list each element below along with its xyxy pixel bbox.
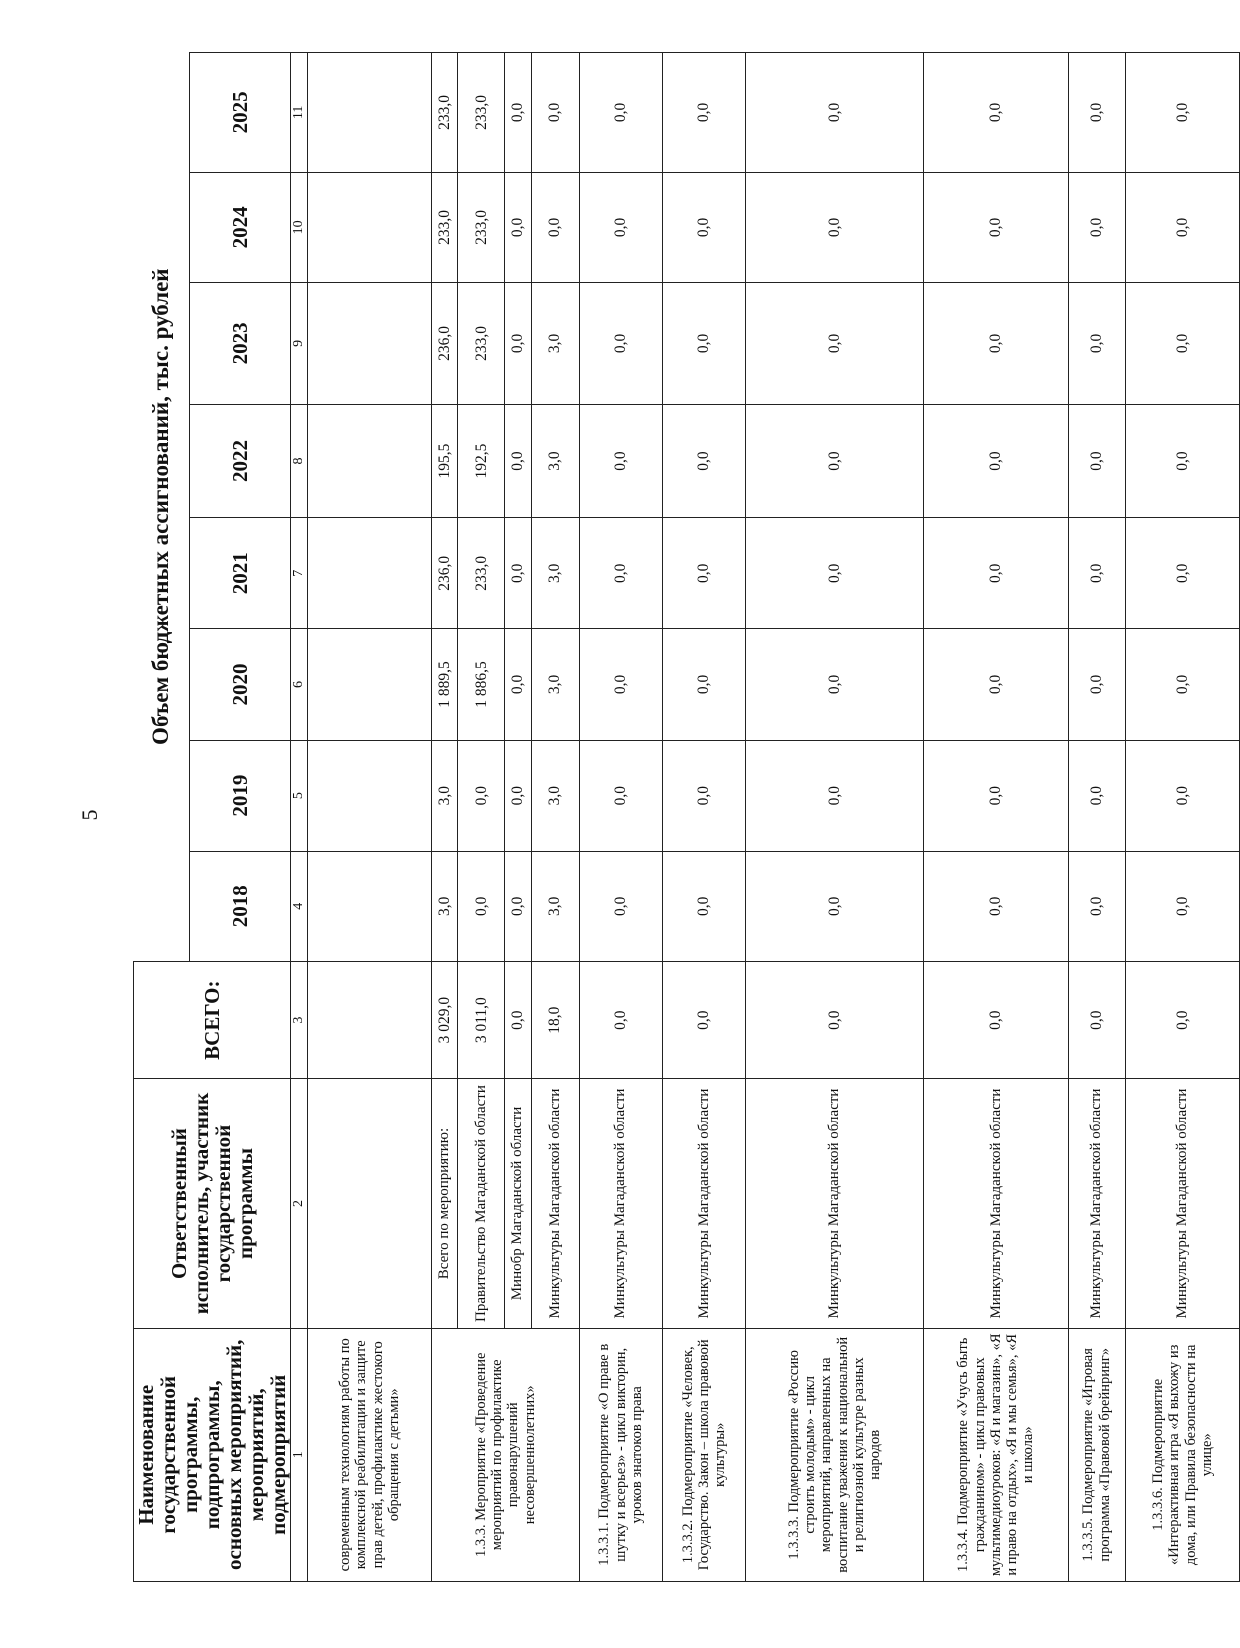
- value-2024: 0,0: [1125, 172, 1240, 282]
- table-row: [579, 53, 662, 1582]
- header-year-2021: 2021: [189, 518, 291, 629]
- executor: Минкультуры Магаданской области: [1068, 1079, 1125, 1328]
- value-2019: 0,0: [924, 740, 1068, 851]
- executor: Минкультуры Магаданской области: [1125, 1079, 1240, 1328]
- value-2024: 0,0: [531, 172, 579, 282]
- submeasure-name: 1.3.3.1. Подмероприятие «О праве в шутку и всерьез» - цикл викторин, уроков знатоков права: [579, 1328, 662, 1581]
- value-2018: 0,0: [746, 851, 924, 961]
- value-2023: 0,0: [924, 282, 1068, 404]
- value-2024: 233,0: [458, 172, 505, 282]
- value-2025: 0,0: [1068, 53, 1125, 173]
- value-2018: 0,0: [1068, 851, 1125, 961]
- header-year-2023: 2023: [189, 282, 291, 404]
- header-year-2024: 2024: [189, 172, 291, 282]
- value-2020: 0,0: [505, 629, 531, 740]
- value-2023: 236,0: [431, 282, 457, 404]
- value-2025: 233,0: [431, 53, 457, 173]
- empty-cell: [308, 282, 432, 404]
- value-2019: 0,0: [746, 740, 924, 851]
- value-2023: 3,0: [531, 282, 579, 404]
- value-2024: 0,0: [924, 172, 1068, 282]
- budget-table: [133, 52, 1240, 1582]
- value-2024: 0,0: [662, 172, 745, 282]
- value-2021: 0,0: [505, 518, 531, 629]
- value-2019: 0,0: [1125, 740, 1240, 851]
- column-number: 5: [291, 740, 308, 851]
- value-2024: 0,0: [746, 172, 924, 282]
- value-2023: 0,0: [505, 282, 531, 404]
- column-number: 10: [291, 172, 308, 282]
- empty-cell: [308, 53, 432, 173]
- value-2021: 233,0: [458, 518, 505, 629]
- header-year-2022: 2022: [189, 404, 291, 517]
- value-2025: 0,0: [924, 53, 1068, 173]
- executor: Минобр Магаданской области: [505, 1079, 531, 1328]
- column-number: 8: [291, 404, 308, 517]
- value-total: 0,0: [924, 961, 1068, 1079]
- executor: Минкультуры Магаданской области: [662, 1079, 745, 1328]
- value-2025: 0,0: [579, 53, 662, 173]
- header-budget-group: Объем бюджетных ассигнований, тыс. рублей: [134, 53, 190, 962]
- header-executor-column: Ответственный исполнитель, участник государственной программы: [134, 1079, 291, 1328]
- table-row: [662, 53, 745, 1582]
- value-2018: 0,0: [1125, 851, 1240, 961]
- value-2022: 0,0: [746, 404, 924, 517]
- submeasure-name: 1.3.3.2. Подмероприятие «Человек, Государство. Закон – школа правовой культуры»: [662, 1328, 745, 1581]
- executor: Правительство Магаданской области: [458, 1079, 505, 1328]
- value-2018: 3,0: [531, 851, 579, 961]
- value-total: 3 029,0: [431, 961, 457, 1079]
- page-number: 5: [77, 809, 102, 821]
- value-2024: 0,0: [505, 172, 531, 282]
- value-2025: 0,0: [531, 53, 579, 173]
- header-year-2020: 2020: [189, 629, 291, 740]
- empty-cell: [308, 404, 432, 517]
- value-2018: 0,0: [579, 851, 662, 961]
- measure-name: 1.3.3. Мероприятие «Проведение мероприятий по профилактике правонарушений несовершеннолетних»: [431, 1328, 579, 1581]
- column-number: 2: [291, 1079, 308, 1328]
- value-2021: 0,0: [1125, 518, 1240, 629]
- rotated-table-container: [133, 52, 1215, 1582]
- value-2020: 3,0: [531, 629, 579, 740]
- value-2019: 0,0: [1068, 740, 1125, 851]
- value-2022: 0,0: [662, 404, 745, 517]
- executor: Минкультуры Магаданской области: [579, 1079, 662, 1328]
- value-2023: 0,0: [1125, 282, 1240, 404]
- value-2022: 0,0: [1068, 404, 1125, 517]
- value-total: 0,0: [579, 961, 662, 1079]
- value-2018: 0,0: [458, 851, 505, 961]
- submeasure-name: 1.3.3.6. Подмероприятие «Интерактивная игра «Я выхожу из дома, или Правила безопасности на улице»: [1125, 1328, 1240, 1581]
- value-2018: 0,0: [924, 851, 1068, 961]
- value-2018: 0,0: [505, 851, 531, 961]
- value-2023: 0,0: [1068, 282, 1125, 404]
- value-2021: 236,0: [431, 518, 457, 629]
- value-2022: 0,0: [579, 404, 662, 517]
- value-2020: 1 889,5: [431, 629, 457, 740]
- column-number: 3: [291, 961, 308, 1079]
- value-2021: 0,0: [579, 518, 662, 629]
- executor: Минкультуры Магаданской области: [924, 1079, 1068, 1328]
- value-2025: 0,0: [1125, 53, 1240, 173]
- value-total: 18,0: [531, 961, 579, 1079]
- value-2020: 0,0: [1125, 629, 1240, 740]
- column-number: 1: [291, 1328, 308, 1581]
- value-2021: 0,0: [662, 518, 745, 629]
- submeasure-name: 1.3.3.5. Подмероприятие «Игровая программа «Правовой брейнринг»: [1068, 1328, 1125, 1581]
- table-row: [308, 53, 432, 1582]
- value-2021: 0,0: [1068, 518, 1125, 629]
- empty-cell: [308, 1079, 432, 1328]
- column-number: 9: [291, 282, 308, 404]
- value-2020: 0,0: [579, 629, 662, 740]
- value-2025: 0,0: [746, 53, 924, 173]
- value-total: 0,0: [746, 961, 924, 1079]
- executor: Минкультуры Магаданской области: [531, 1079, 579, 1328]
- value-2021: 0,0: [924, 518, 1068, 629]
- executor: Всего по мероприятию:: [431, 1079, 457, 1328]
- value-2019: 3,0: [531, 740, 579, 851]
- value-2019: 0,0: [505, 740, 531, 851]
- empty-cell: [308, 172, 432, 282]
- empty-cell: [308, 851, 432, 961]
- value-2021: 3,0: [531, 518, 579, 629]
- table-row: [924, 53, 1068, 1582]
- table-row: [1125, 53, 1240, 1582]
- empty-cell: [308, 740, 432, 851]
- column-number: 4: [291, 851, 308, 961]
- value-2025: 0,0: [662, 53, 745, 173]
- value-2020: 1 886,5: [458, 629, 505, 740]
- value-total: 0,0: [1125, 961, 1240, 1079]
- table-row: [1068, 53, 1125, 1582]
- value-2024: 0,0: [1068, 172, 1125, 282]
- continuation-text: современным технологиям работы по комплексной реабилитации и защите прав детей, профилактике жестокого обращения с детьми»: [308, 1328, 432, 1581]
- value-2022: 3,0: [531, 404, 579, 517]
- value-2018: 3,0: [431, 851, 457, 961]
- value-total: 0,0: [505, 961, 531, 1079]
- value-total: 0,0: [1068, 961, 1125, 1079]
- empty-cell: [308, 961, 432, 1079]
- value-2024: 0,0: [579, 172, 662, 282]
- column-number: 11: [291, 53, 308, 173]
- column-number: 6: [291, 629, 308, 740]
- value-2021: 0,0: [746, 518, 924, 629]
- value-2022: 192,5: [458, 404, 505, 517]
- value-2023: 0,0: [579, 282, 662, 404]
- value-2023: 233,0: [458, 282, 505, 404]
- value-2019: 0,0: [458, 740, 505, 851]
- empty-cell: [308, 518, 432, 629]
- value-2022: 195,5: [431, 404, 457, 517]
- table-row: [746, 53, 924, 1582]
- value-2022: 0,0: [505, 404, 531, 517]
- value-total: 0,0: [662, 961, 745, 1079]
- empty-cell: [308, 629, 432, 740]
- value-2023: 0,0: [746, 282, 924, 404]
- header-year-2018: 2018: [189, 851, 291, 961]
- value-2019: 0,0: [662, 740, 745, 851]
- value-2020: 0,0: [746, 629, 924, 740]
- executor: Минкультуры Магаданской области: [746, 1079, 924, 1328]
- value-2019: 3,0: [431, 740, 457, 851]
- value-2020: 0,0: [662, 629, 745, 740]
- value-2022: 0,0: [924, 404, 1068, 517]
- value-2025: 0,0: [505, 53, 531, 173]
- header-year-2019: 2019: [189, 740, 291, 851]
- value-2024: 233,0: [431, 172, 457, 282]
- value-2023: 0,0: [662, 282, 745, 404]
- header-year-2025: 2025: [189, 53, 291, 173]
- value-2018: 0,0: [662, 851, 745, 961]
- header-name-column: Наименование государственной программы, подпрограммы, основных мероприятий, мероприятий, подмероприятий: [134, 1328, 291, 1581]
- column-number: 7: [291, 518, 308, 629]
- value-2020: 0,0: [924, 629, 1068, 740]
- value-2019: 0,0: [579, 740, 662, 851]
- value-2020: 0,0: [1068, 629, 1125, 740]
- value-2022: 0,0: [1125, 404, 1240, 517]
- submeasure-name: 1.3.3.4. Подмероприятие «Учусь быть гражданином» - цикл правовых мультимедиоуроков: «Я и магазин», «Я и право на отдых», «Я и мы семья», «Я и школа»: [924, 1328, 1068, 1581]
- submeasure-name: 1.3.3.3. Подмероприятие «Россию строить молодым» - цикл мероприятий, направленных на воспитание уважения к национальной и религиозной культуре разных народов: [746, 1328, 924, 1581]
- value-2025: 233,0: [458, 53, 505, 173]
- value-total: 3 011,0: [458, 961, 505, 1079]
- table-row: [431, 53, 457, 1582]
- header-total-column: ВСЕГО:: [134, 961, 291, 1079]
